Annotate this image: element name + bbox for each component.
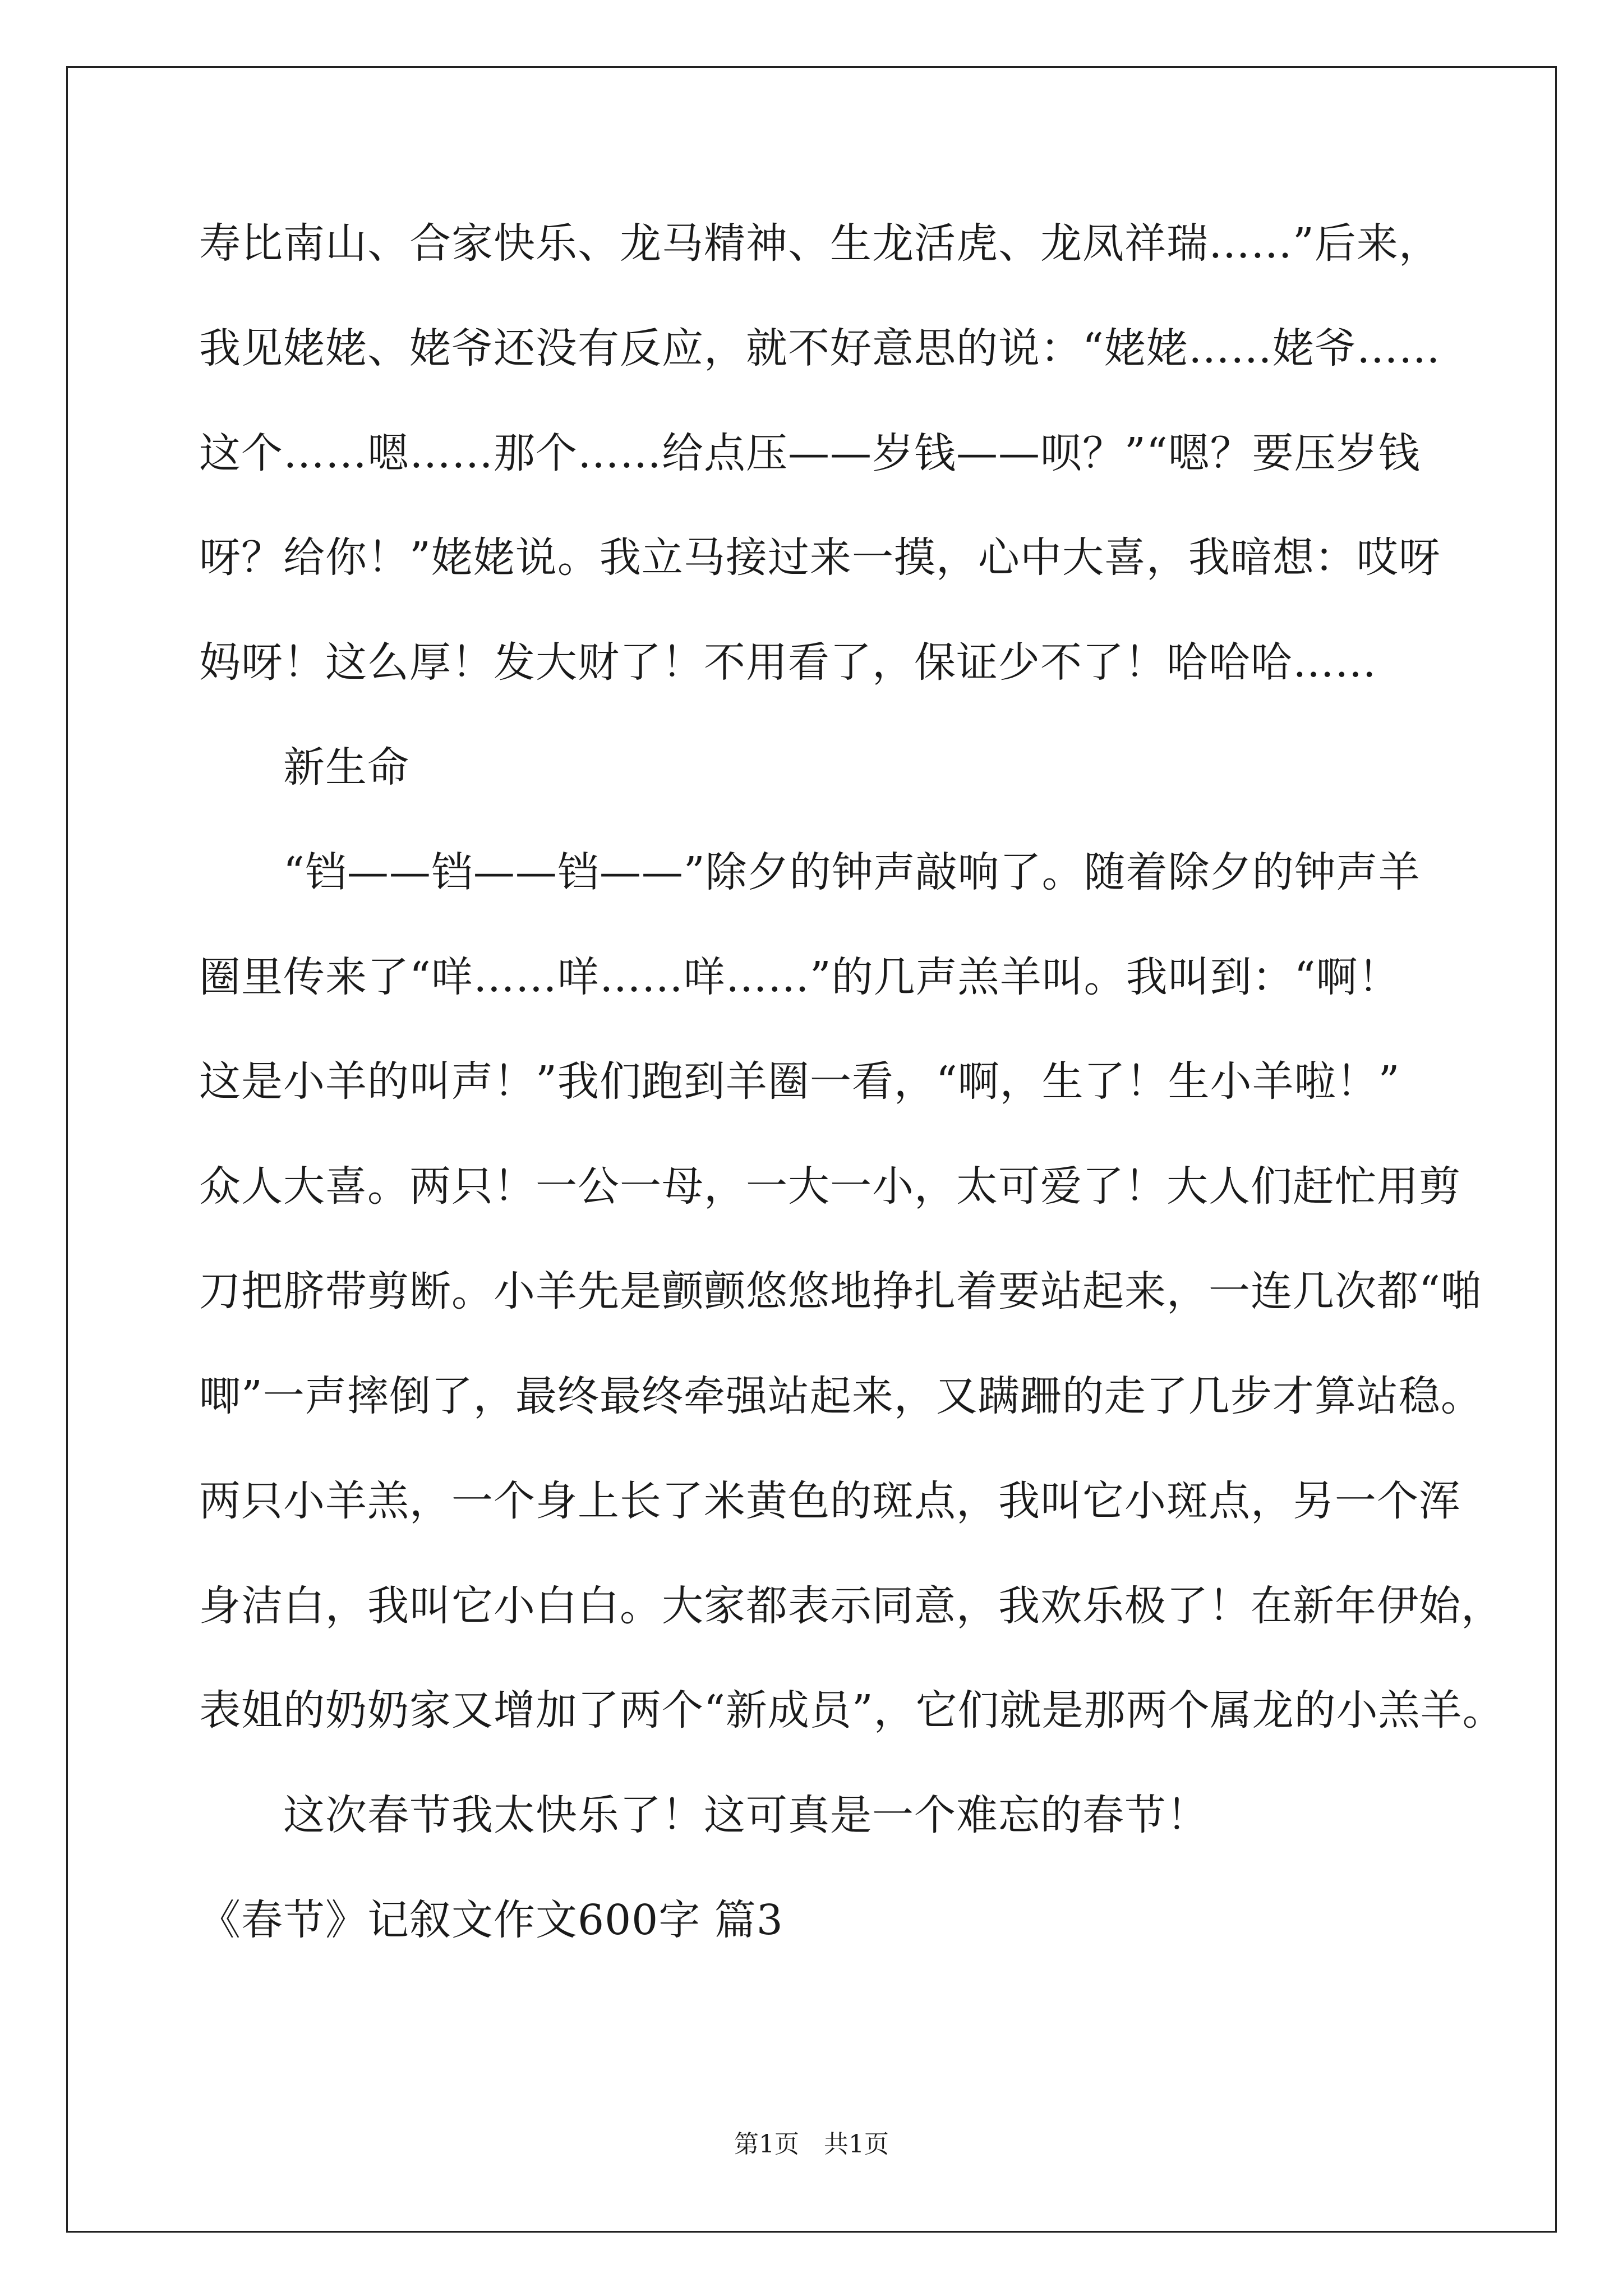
page-footer: 第1页 共1页: [734, 2130, 889, 2159]
text-line: 表姐的奶奶家又增加了两个“新成员”，它们就是那两个属龙的小羔羊。: [199, 1686, 1505, 1734]
text-line: 我见姥姥、姥爷还没有反应，就不好意思的说：“姥姥……姥爷……: [199, 324, 1441, 372]
text-line: 两只小羊羔，一个身上长了米黄色的斑点，我叫它小斑点，另一个浑: [199, 1477, 1461, 1525]
text-line: 圈里传来了“咩……咩……咩……”的几声羔羊叫。我叫到：“啊！: [199, 953, 1400, 1001]
article-title: 《春节》记叙文作文600字 篇3: [199, 1896, 783, 1944]
text-line: 这次春节我太快乐了！这可真是一个难忘的春节！: [283, 1791, 1209, 1839]
text-line: 呀？给你！”姥姥说。我立马接过来一摸，心中大喜，我暗想：哎呀: [199, 533, 1441, 582]
text-line: 寿比南山、合家快乐、龙马精神、生龙活虎、龙凤祥瑞……”后来，: [199, 219, 1441, 268]
text-line: 这是小羊的叫声！”我们跑到羊圈一看，“啊，生了！生小羊啦！”: [199, 1057, 1400, 1106]
text-line: 身洁白，我叫它小白白。大家都表示同意，我欢乐极了！在新年伊始，: [199, 1582, 1503, 1630]
text-line: “铛——铛——铛——”除夕的钟声敲响了。随着除夕的钟声羊: [283, 848, 1421, 896]
text-line: 这个……嗯……那个……给点压——岁钱——呗？”“嗯？要压岁钱: [199, 429, 1421, 477]
text-line: 刀把脐带剪断。小羊先是颤颤悠悠地挣扎着要站起来，一连几次都“啪: [199, 1267, 1483, 1315]
text-line: 众人大喜。两只！一公一母，一大一小，太可爱了！大人们赶忙用剪: [199, 1162, 1461, 1211]
text-line: 唧”一声摔倒了，最终最终牵强站起来，又蹒跚的走了几步才算站稳。: [199, 1372, 1483, 1420]
text-line: 妈呀！这么厚！发大财了！不用看了，保证少不了！哈哈哈……: [199, 638, 1377, 687]
section-heading: 新生命: [283, 743, 409, 792]
